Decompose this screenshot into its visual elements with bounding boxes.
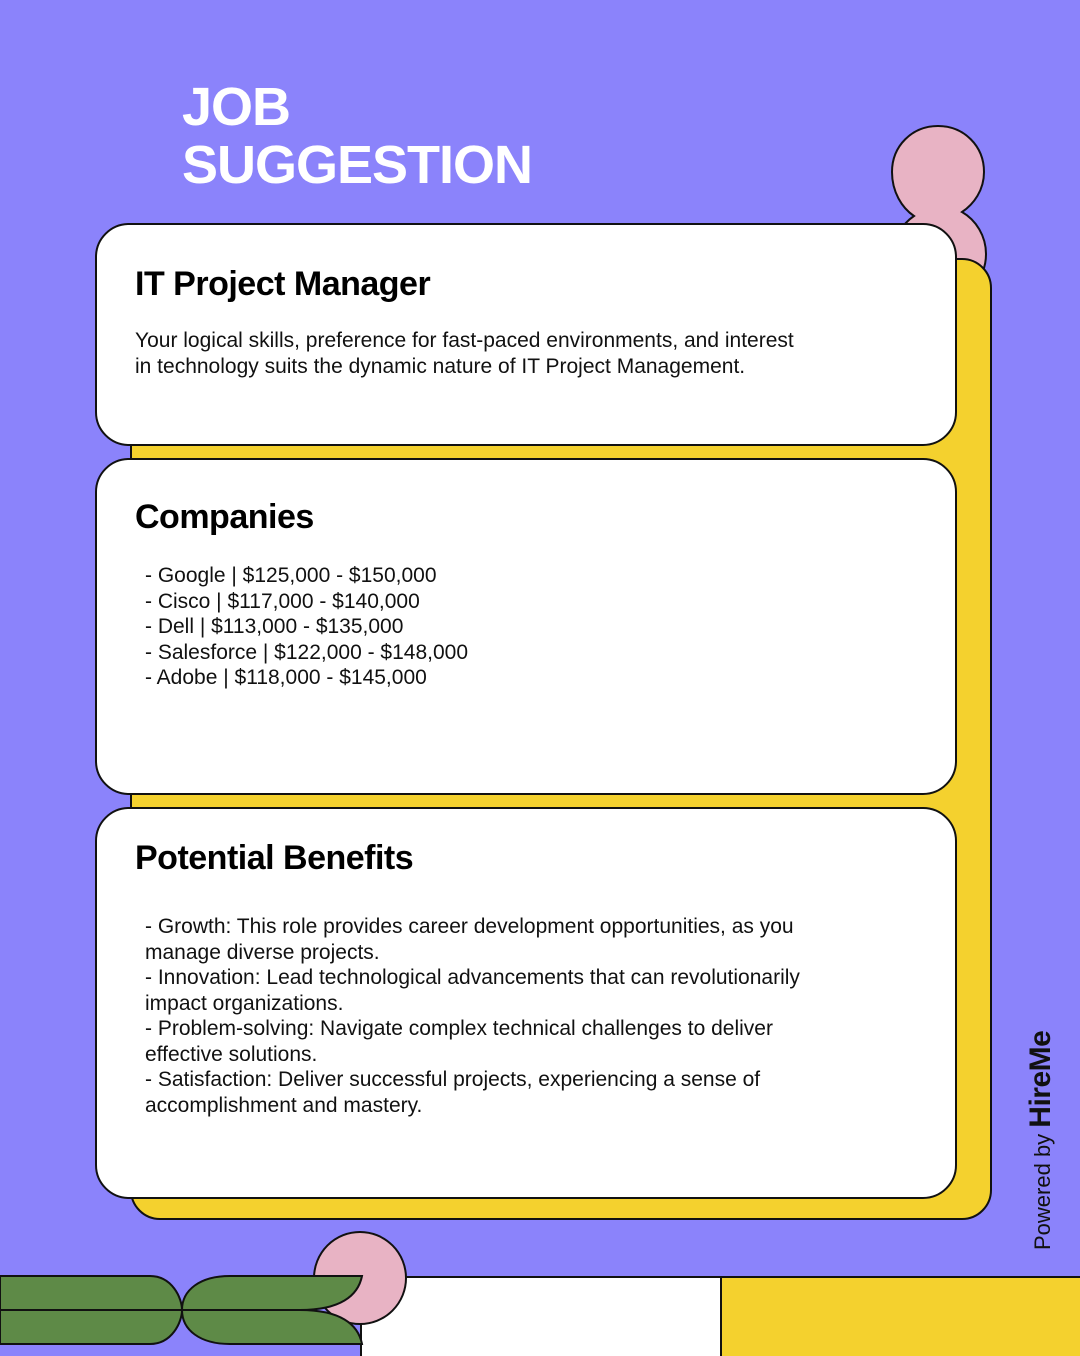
powered-by-label: Powered by (1030, 1133, 1055, 1250)
page-title-line-2: SUGGESTION (182, 135, 533, 195)
green-leaf-decoration (0, 1270, 365, 1350)
job-description: Your logical skills, preference for fast-paced environments, and interest in technology suits the dynamic nature of IT Project Management. (135, 329, 794, 378)
bottom-yellow-block-decoration (720, 1276, 1080, 1356)
bottom-white-block-decoration (360, 1276, 722, 1356)
list-item: - Adobe | $118,000 - $145,000 (145, 666, 427, 689)
companies-heading: Companies (135, 498, 314, 536)
companies-list (135, 563, 917, 691)
brand-logo: HireMe (1024, 1030, 1057, 1128)
list-item: - Problem-solving: Navigate complex technical challenges to deliver effective solutions. (145, 1017, 773, 1066)
benefits-heading: Potential Benefits (135, 839, 414, 877)
companies-card (95, 458, 957, 795)
list-item: - Innovation: Lead technological advancements that can revolutionarily impact organizations. (145, 966, 800, 1015)
list-item: - Google | $125,000 - $150,000 (145, 564, 437, 587)
job-card (95, 223, 957, 446)
list-item: - Growth: This role provides career development opportunities, as you manage diverse projects. (145, 915, 794, 964)
page-title (182, 78, 532, 194)
list-item: - Dell | $113,000 - $135,000 (145, 615, 404, 638)
list-item: - Cisco | $117,000 - $140,000 (145, 589, 420, 613)
page-title-line-1: JOB (182, 77, 291, 137)
powered-by-credit (1024, 1031, 1058, 1250)
list-item: - Satisfaction: Deliver successful projects, experiencing a sense of accomplishment and mastery. (145, 1068, 761, 1117)
job-title: IT Project Manager (135, 265, 431, 303)
benefits-list (135, 914, 917, 1118)
benefits-card (95, 807, 957, 1199)
list-item: - Salesforce | $122,000 - $148,000 (145, 640, 469, 664)
